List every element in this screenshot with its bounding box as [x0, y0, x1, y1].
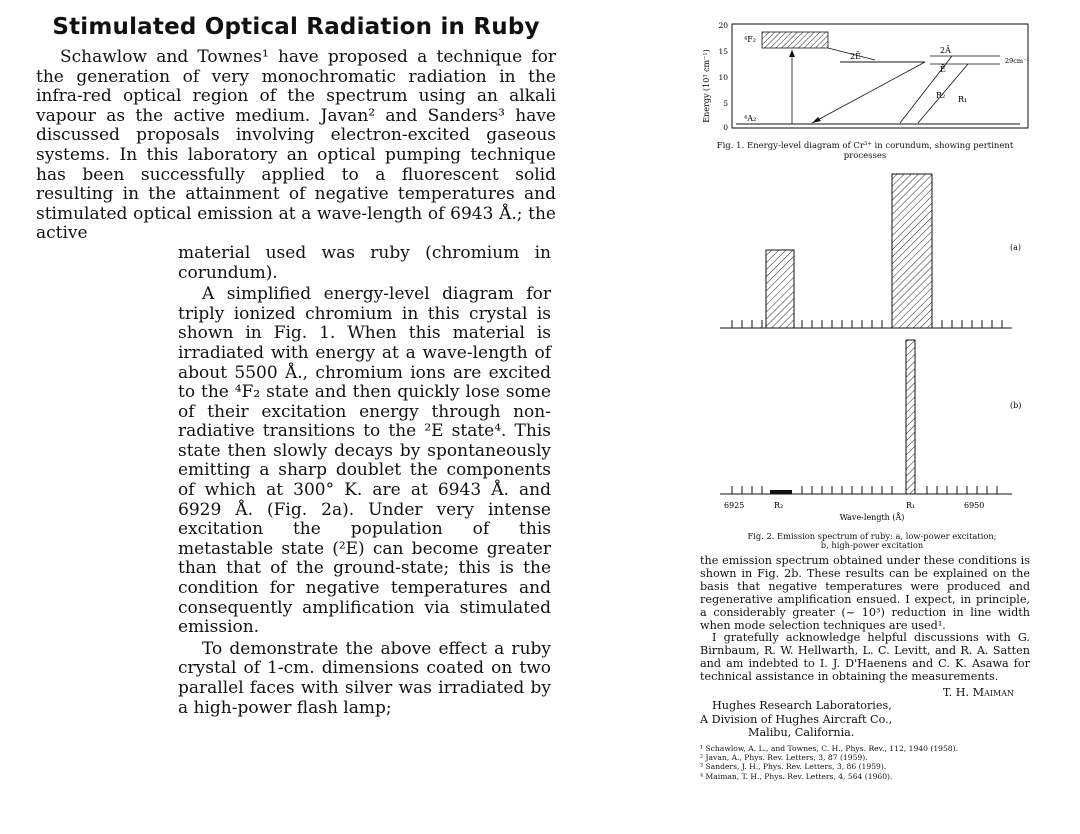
- fig1-level-2e: 2Ē: [850, 52, 861, 61]
- paragraph-demonstration: To demonstrate the above effect a ruby crystal of 1-cm. dimensions coated on two parallel faces with silver was irradiated by a high-power flash lamp;: [178, 638, 551, 718]
- level-4f2-band: [762, 32, 828, 48]
- decay-arrow: [812, 62, 925, 123]
- paragraph-intro-continued: material used was ruby (chromium in corundum).: [178, 242, 551, 283]
- fig2-r1: R₁: [906, 501, 916, 510]
- references-list: [700, 744, 1030, 782]
- fig2-caption-line-2: b, high-power excitation: [820, 540, 924, 550]
- energy-level-diagram: [700, 16, 1030, 138]
- fig1-caption: Fig. 1. Energy-level diagram of Cr³⁺ in corundum, showing pertinent processes: [716, 141, 1014, 161]
- fig2-xlabel: Wave-length (Å): [839, 513, 905, 522]
- spectrum-b-r1-peak: [906, 340, 915, 494]
- affiliation-line-1: Hughes Research Laboratories,: [712, 699, 892, 713]
- spectrum-b-r2-peak: [770, 490, 792, 494]
- fig1-tick: 15: [718, 47, 728, 56]
- fig2-r2: R₂: [774, 501, 784, 510]
- paragraph-energy-levels: A simplified energy-level diagram for triply ionized chromium in this crystal is shown in Fig. 1. When this material is irradiated with energy at a wave-length of about 5500 Å., chromium ions are excited to the ⁴F₂ state and then quickly lose some of their excitation energy through non-radiative transitions to the ²E state⁴. This state then slowly decays by spontaneously emitting a sharp doublet the components of which at 300° K. are at 6943 Å. and 6929 Å. (Fig. 2a). Under very intense excitation the population of this metastable state (²E) can become greater than that of the ground-state; this is the condition for negative temperatures and consequently amplification via stimulated emission.: [178, 284, 551, 638]
- figure-1: [700, 16, 1030, 166]
- right-text-column: [700, 555, 1030, 781]
- affiliation-line-2: A Division of Hughes Aircraft Co.,: [700, 712, 893, 726]
- reference-item: ³ Sanders, J. H., Phys. Rev. Letters, 3, 86 (1959).: [700, 762, 887, 772]
- reference-item: ¹ Schawlow, A. L., and Townes, C. H., Phys. Rev., 112, 1940 (1958).: [700, 743, 959, 753]
- spectrum-a-r1-peak: [892, 174, 932, 328]
- fig2-tick-left: 6925: [724, 501, 745, 510]
- figure-2: [712, 168, 1032, 548]
- fig1-ylabel: Energy (10³ cm⁻¹): [702, 49, 711, 123]
- author-signature: T. H. Maiman: [942, 686, 1014, 700]
- fig1-level-4f2: ⁴F₂: [744, 35, 756, 44]
- affiliation-line-3: Malibu, California.: [748, 726, 855, 740]
- emission-spectrum-plot: [712, 168, 1032, 528]
- fig1-r1: R₁: [958, 95, 968, 104]
- fig1-gap-label: 29cm⁻¹: [1005, 57, 1030, 65]
- fig1-tick: 0: [723, 123, 728, 132]
- wrapped-text-column: [178, 244, 551, 718]
- article-title: Stimulated Optical Radiation in Ruby: [52, 14, 540, 40]
- fig1-level-e: Ē: [940, 65, 946, 74]
- fig1-r2: R₂: [936, 91, 946, 100]
- paragraph-intro: Schawlow and Townes¹ have proposed a technique for the generation of very monochromatic radiation in the infra-red optical region of the spectrum using an alkali vapour as the active medium. Javan² and Sanders³ have discussed proposals involving electron-excited gaseous systems. In this laboratory an optical pumping technique has been successfully applied to a fluorescent solid resulting in the attainment of negative temperatures and stimulated optical emission at a wave-length of 6943 Å.; the active: [36, 47, 556, 244]
- spectrum-b-label: (b): [1010, 401, 1022, 410]
- spectrum-a-label: (a): [1010, 243, 1022, 252]
- pump-arrowhead: [789, 50, 795, 57]
- fig2-caption-line-1: Fig. 2. Emission spectrum of ruby: a, low-power excitation;: [747, 531, 997, 541]
- paragraph-acknowledgements: I gratefully acknowledge helpful discussions with G. Birnbaum, R. W. Hellwarth, L. C. Levitt, and R. A. Satten and am indebted to I. J. D'Haenens and C. K. Asawa for technical assistance in obtaining the measurements.: [700, 631, 1030, 684]
- fig1-tick: 5: [723, 99, 728, 108]
- reference-item: ⁴ Maiman, T. H., Phys. Rev. Letters, 4, 564 (1960).: [700, 771, 893, 781]
- fig1-tick: 10: [718, 73, 728, 82]
- paragraph-results: the emission spectrum obtained under these conditions is shown in Fig. 2b. These results can be explained on the basis that negative temperatures were produced and regenerative amplification ensued. I expect, in principle, a considerably greater (~ 10³) reduction in line width when mode selection techniques are used¹.: [700, 554, 1030, 632]
- fig1-level-2a: 2Ā: [940, 46, 951, 55]
- left-column: [36, 14, 556, 720]
- reference-item: ² Javan, A., Phys. Rev. Letters, 3, 87 (1959).: [700, 752, 868, 762]
- fig2-tick-right: 6950: [964, 501, 985, 510]
- decay-arrowhead: [812, 117, 821, 123]
- fig1-level-4a2: ⁴A₂: [744, 114, 757, 123]
- fig1-tick: 20: [718, 21, 728, 30]
- spectrum-a-r2-peak: [766, 250, 794, 328]
